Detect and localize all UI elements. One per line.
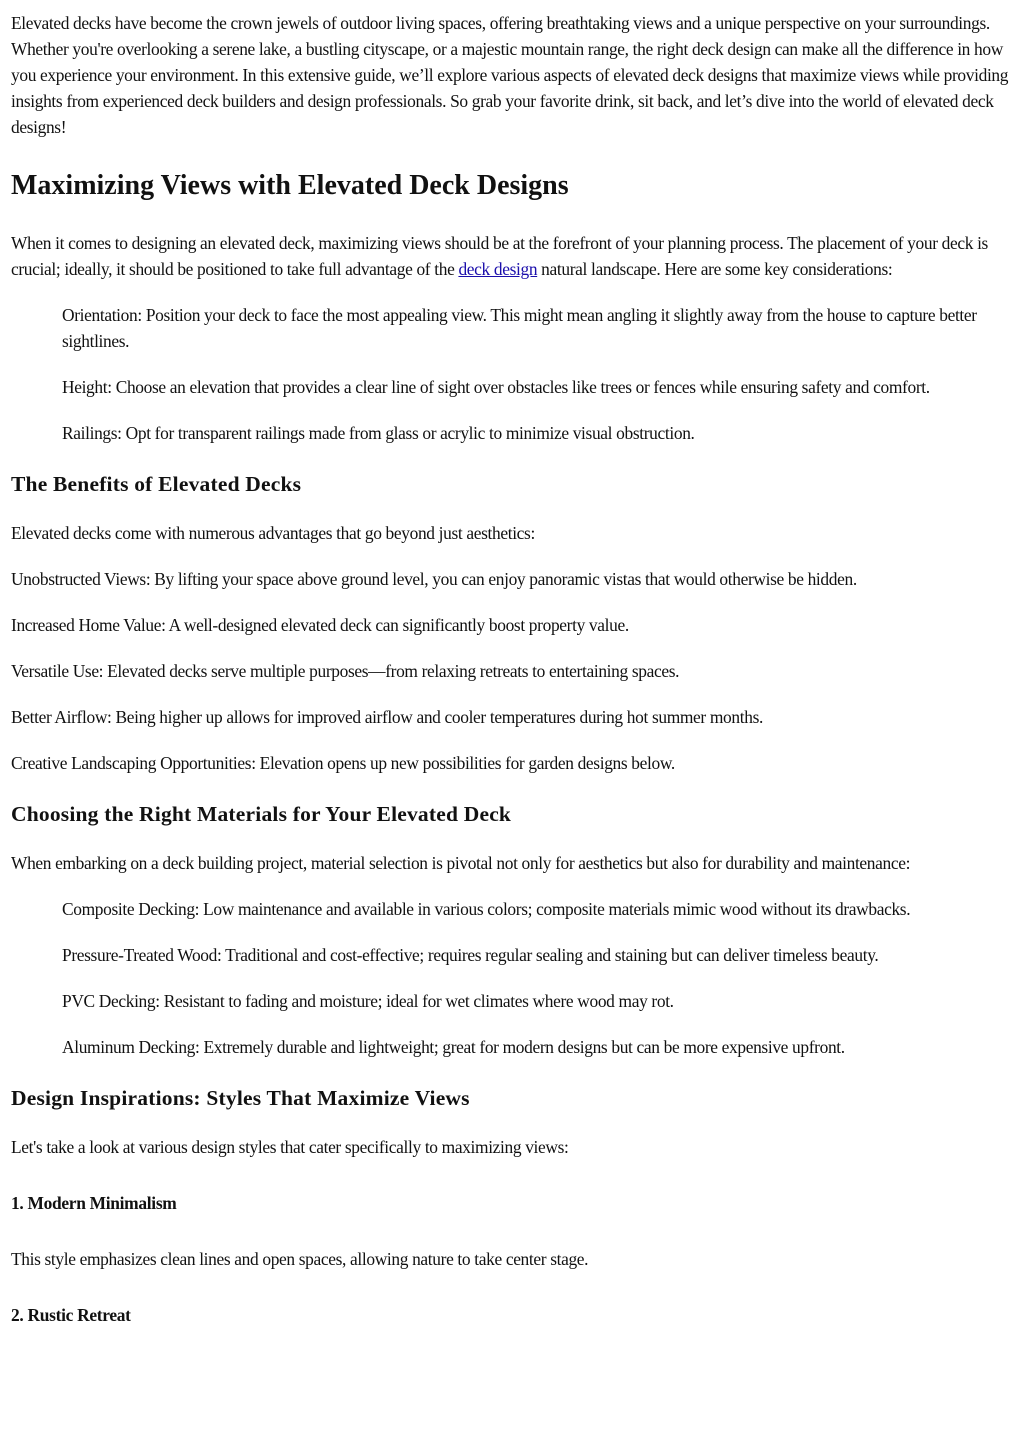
- material-item: PVC Decking: Resistant to fading and moisture; ideal for wet climates where wood may rot.: [62, 991, 674, 1011]
- style-heading-modern-minimalism: 1. Modern Minimalism: [11, 1193, 177, 1213]
- benefit-item: Creative Landscaping Opportunities: Elevation opens up new possibilities for garden designs below.: [11, 753, 675, 773]
- inspirations-intro: Let's take a look at various design styles that cater specifically to maximizing views:: [11, 1137, 569, 1157]
- section-heading-materials: Choosing the Right Materials for Your Elevated Deck: [11, 802, 512, 826]
- benefit-item: Unobstructed Views: By lifting your space above ground level, you can enjoy panoramic vistas that would otherwise be hidden.: [11, 569, 857, 589]
- section-heading-maximizing: Maximizing Views with Elevated Deck Designs: [11, 170, 569, 201]
- style-description-modern-minimalism: This style emphasizes clean lines and open spaces, allowing nature to take center stage.: [11, 1249, 589, 1269]
- benefit-item: Better Airflow: Being higher up allows for improved airflow and cooler temperatures during hot summer months.: [11, 707, 763, 727]
- material-item: Composite Decking: Low maintenance and available in various colors; composite materials mimic wood without its drawbacks.: [62, 899, 911, 919]
- section-heading-inspirations: Design Inspirations: Styles That Maximize Views: [11, 1086, 470, 1110]
- section-heading-benefits: The Benefits of Elevated Decks: [11, 472, 302, 496]
- maximizing-text-after: natural landscape. Here are some key considerations:: [537, 259, 893, 279]
- style-heading-rustic-retreat: 2. Rustic Retreat: [11, 1305, 131, 1325]
- material-item: Pressure-Treated Wood: Traditional and cost-effective; requires regular sealing and staining but can deliver timeless beauty.: [62, 945, 879, 965]
- intro-paragraph: Elevated decks have become the crown jewels of outdoor living spaces, offering breathtaking views and a unique perspective on your surroundings. Whether you're overlooking a serene lake, a bustling cityscape, or a majestic mountain range, the right deck design can make all the difference in how you experience your environment. In this extensive guide, we’ll explore various aspects of elevated deck designs that maximize views while providing insights from experienced deck builders and design professionals. So grab your favorite drink, sit back, and let’s dive into the world of elevated deck designs!: [11, 13, 1009, 137]
- materials-intro: When embarking on a deck building project, material selection is pivotal not only for aesthetics but also for durability and maintenance:: [11, 853, 911, 873]
- benefit-item: Versatile Use: Elevated decks serve multiple purposes—from relaxing retreats to entertaining spaces.: [11, 661, 680, 681]
- benefits-intro: Elevated decks come with numerous advantages that go beyond just aesthetics:: [11, 523, 535, 543]
- consideration-item: Railings: Opt for transparent railings made from glass or acrylic to minimize visual obstruction.: [62, 423, 695, 443]
- benefit-item: Increased Home Value: A well-designed elevated deck can significantly boost property value.: [11, 615, 629, 635]
- consideration-item: Height: Choose an elevation that provides a clear line of sight over obstacles like trees or fences while ensuring safety and comfort.: [62, 377, 930, 397]
- maximizing-text-before: When it comes to designing an elevated deck, maximizing views should be at the forefront of your planning process. The placement of your deck is crucial; ideally, it should be positioned to take full advantage of the: [11, 233, 988, 279]
- material-item: Aluminum Decking: Extremely durable and lightweight; great for modern designs but can be more expensive upfront.: [62, 1037, 845, 1057]
- consideration-item: Orientation: Position your deck to face the most appealing view. This might mean angling it slightly away from the house to capture better sightlines.: [62, 305, 977, 351]
- maximizing-paragraph: [11, 230, 1014, 282]
- deck-design-link[interactable]: deck design: [458, 259, 538, 279]
